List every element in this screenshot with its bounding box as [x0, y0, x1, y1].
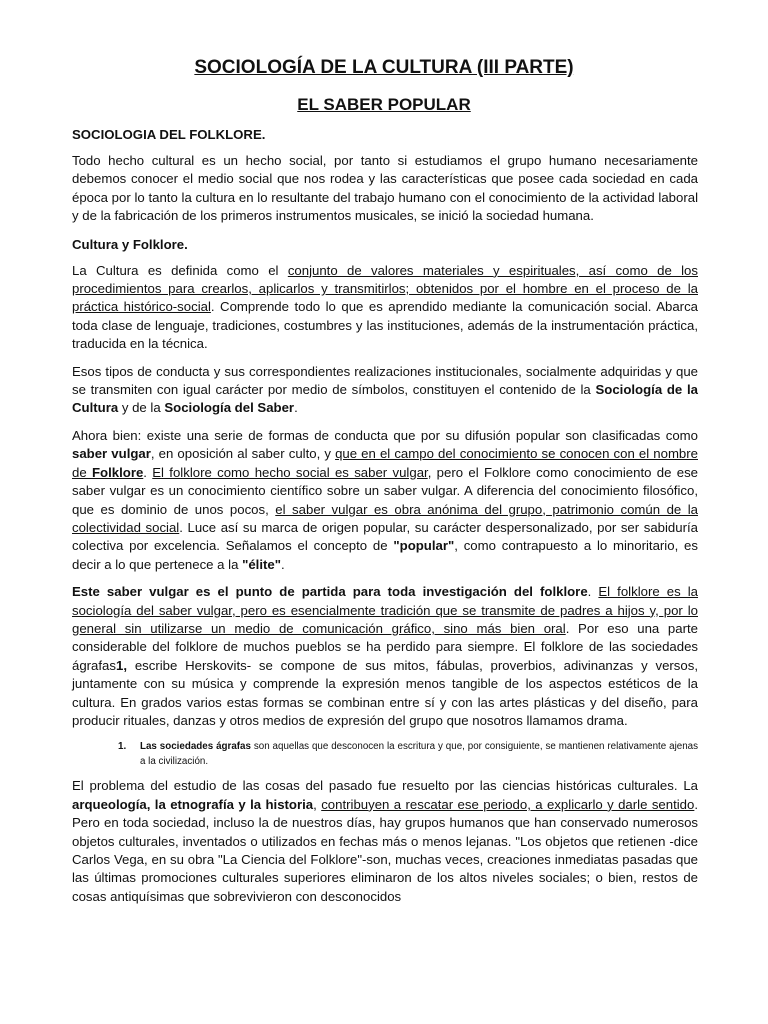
underlined-text: conjunto de valores materiales y espirituales, así como de los procedimientos para crearlos, aplicarlos y transmitirlos; obtenidos por el hombre en el proceso de la práctica histórico-social	[72, 262, 698, 315]
underlined-text: el saber vulgar es obra anónima del grupo, patrimonio común de la colectividad social	[72, 501, 699, 535]
bold-text: "popular"	[393, 538, 455, 554]
sub-heading: Cultura y Folklore.	[72, 236, 188, 252]
underlined-text: contribuyen a rescatar ese periodo, a explicarlo y darle sentido	[321, 796, 695, 812]
paragraph-1: Todo hecho cultural es un hecho social, por tanto si estudiamos el grupo humano necesariamente debemos conocer el medio social que nos rodea y las características que posee cada sociedad en cada época por lo tanto la cultura en lo resultante del trabajo humano con el conocimiento de la actividad laboral y de la fabricación de los primeros instrumentos musicales, se inició la sociedad humana.	[72, 153, 698, 224]
text-run: Esos tipos de conducta y sus correspondientes realizaciones institucionales, socialmente adquiridas y que se transmiten con igual carácter por medio de símbolos, constituyen el contenido de la	[72, 363, 698, 398]
text-run: El problema del estudio de las cosas del pasado fue resuelto por las ciencias históricas culturales. La	[72, 778, 698, 794]
text-run: . Pero en toda sociedad, incluso la de nuestros días, hay grupos humanos que han conservado numerosos objetos culturales, inventados o utilizados en fechas más o menos lejanas. "Los objetos que retienen -dice Carlos Vega, en su obra "La Ciencia del Folklore"-son, muchas veces, creaciones inmediatas pasadas que las últimas promociones culturales superiores eliminaron de los altos niveles sociales; o bien, restos de cosas antiquísimas que sobrevivieron con desconocidos	[72, 796, 699, 904]
text-run: y de la	[118, 400, 165, 416]
text-run: .	[294, 400, 298, 416]
footnote-term: Las sociedades ágrafas	[140, 741, 251, 753]
text-run: . Luce así su marca de origen popular, su carácter despersonalizado, por ser sabiduría colectiva por excelencia. Señalamos el concepto de	[72, 519, 698, 554]
bold-text: "élite"	[242, 556, 281, 572]
bold-text: Este saber vulgar es el punto de partida para toda investigación del folklore	[72, 584, 588, 600]
text-run: .	[281, 556, 285, 572]
underlined-text: El folklore es la sociología del saber vulgar, pero es esencialmente tradición que se transmite de padres a hijos y, por lo general sin utilizarse un medio de comunicación gráfico, sino más bien oral	[72, 584, 699, 636]
underlined-text: que en el campo del conocimiento se conocen con el nombre de	[72, 446, 698, 480]
text-run: .	[587, 584, 599, 600]
footnote	[118, 739, 698, 769]
text-run: , como contrapuesto a lo minoritario, es decir a lo que pertenece a la	[72, 538, 698, 572]
bold-text: Sociología de la Cultura	[72, 382, 698, 416]
bold-text: Sociología del Saber	[164, 400, 295, 416]
paragraph-2	[72, 262, 698, 354]
bold-text: saber vulgar	[72, 446, 151, 462]
text-run: ,	[313, 796, 322, 812]
footnote-reference: 1,	[116, 657, 127, 673]
page-title: SOCIOLOGÍA DE LA CULTURA (III PARTE)	[194, 57, 574, 78]
underlined-text: El folklore como hecho social es saber vulgar	[152, 464, 428, 480]
paragraph-5	[72, 583, 698, 730]
page-subtitle: EL SABER POPULAR	[297, 95, 471, 114]
text-run: . Por eso una parte considerable del folklore de muchos pueblos se ha perdido para siempre. El folklore de las sociedades ágrafas	[72, 620, 698, 673]
text-run: son aquellas que desconocen la escritura y que, por consiguiente, se mantienen relativamente ajenas a la civilización.	[140, 741, 699, 768]
footnote-number: 1.	[118, 741, 127, 753]
bold-text: arqueología, la etnografía y la historia	[72, 796, 314, 812]
bold-underlined-text: Folklore	[91, 464, 144, 480]
text-run: .	[143, 464, 153, 480]
document-body	[72, 125, 698, 915]
text-run: , pero el Folklore como conocimiento de ese saber vulgar es un conocimiento científico sobre un saber vulgar. A diferencia del conocimiento filosófico, que es dominio de unos pocos,	[72, 464, 698, 517]
section-heading: SOCIOLOGIA DEL FOLKLORE.	[72, 127, 266, 142]
text-run: escribe Herskovits- se compone de sus mitos, fábulas, proverbios, adivinanzas y versos, juntamente con su música y comprende la expresión menos tangible de los aspectos estéticos de la cultura. En grados varios estas formas se combinan entre sí y con las artes plásticas y del diseño, para producir rituales, danzas y otros medios de expresión del grupo que nosotros llamamos drama.	[72, 657, 698, 728]
paragraph-3	[72, 363, 698, 418]
paragraph-4	[72, 427, 698, 574]
text-run: Ahora bien: existe una serie de formas de conducta que por su difusión popular son clasificadas como	[72, 427, 698, 443]
footnote-text	[140, 739, 698, 769]
text-run: . Comprende todo lo que es aprendido mediante la comunicación social. Abarca toda clase de lenguaje, tradiciones, costumbres y las instituciones, además de la instrumentación práctica, traducida en la técnica.	[72, 299, 698, 352]
text-run: , en oposición al saber culto, y	[150, 446, 336, 462]
paragraph-6	[72, 777, 698, 906]
text-run: La Cultura es definida como el	[72, 262, 288, 278]
